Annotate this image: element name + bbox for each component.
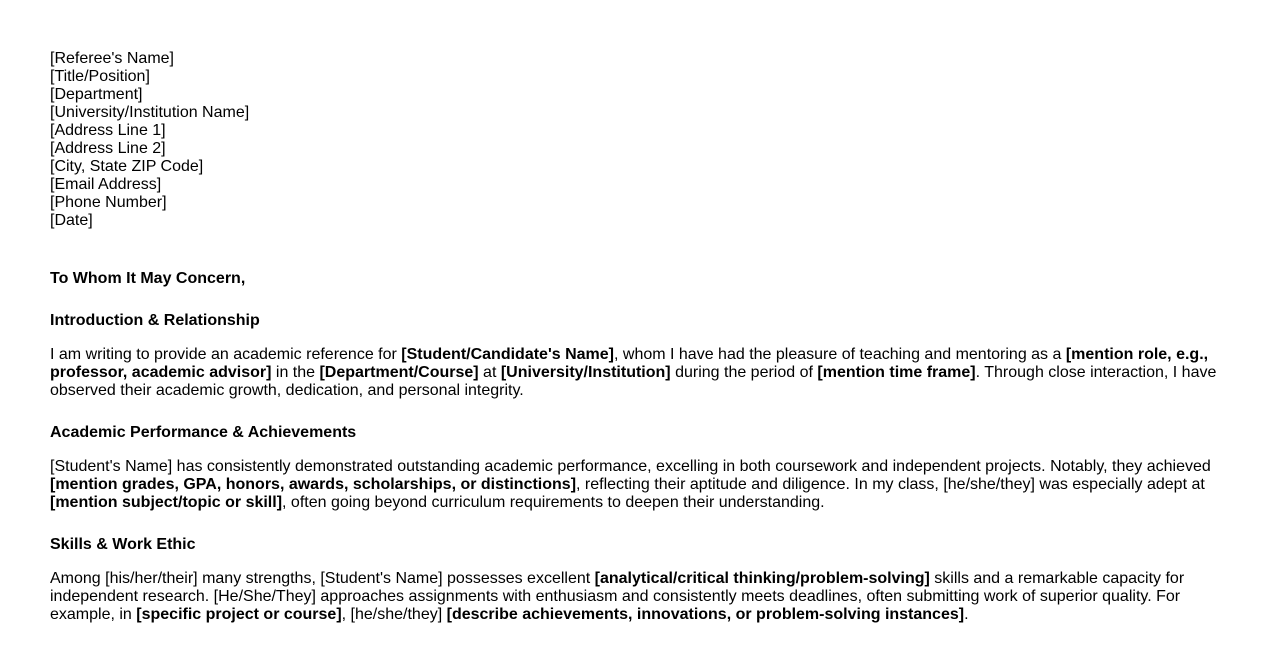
salutation: To Whom It May Concern, [50,270,246,287]
section-paragraph [50,458,1228,512]
placeholder-bold-text: [analytical/critical thinking/problem-solving] [594,570,930,587]
referee-name-line: [Referee's Name] [50,50,174,67]
paragraph-text: I am writing to provide an academic reference for [50,346,402,363]
paragraph-text: . [964,606,969,623]
section-heading: Academic Performance & Achievements [50,424,357,441]
city-state-zip-line: [City, State ZIP Code] [50,158,204,175]
section-skills-work-ethic [50,536,1228,624]
paragraph-text: , often going beyond curriculum requirements to deepen their understanding. [282,494,825,511]
paragraph-text: , whom I have had the pleasure of teaching and mentoring as a [614,346,1066,363]
section-paragraph [50,570,1228,624]
section-paragraph [50,346,1228,400]
paragraph-text: . Through close interaction, I have observed their academic growth, dedication, and personal integrity. [50,364,1217,399]
address-line-1: [Address Line 1] [50,122,166,139]
section-academic-performance [50,424,1228,512]
placeholder-bold-text: [mention time frame] [817,364,976,381]
email-line: [Email Address] [50,176,162,193]
placeholder-bold-text: [mention grades, GPA, honors, awards, scholarships, or distinctions] [50,476,577,493]
institution-line: [University/Institution Name] [50,104,250,121]
title-line: [Title/Position] [50,68,150,85]
placeholder-bold-text: [describe achievements, innovations, or problem-solving instances] [446,606,965,623]
paragraph-text: skills and a remarkable capacity for independent research. [He/She/They] approaches assignments with enthusiasm and consistently meets deadlines, often submitting work of superior quality. For example, in [50,570,1185,623]
paragraph-text: at [478,364,501,381]
placeholder-bold-text: [mention role, e.g., professor, academic advisor] [50,346,1209,381]
date-line: [Date] [50,212,93,229]
paragraph-text: during the period of [670,364,818,381]
paragraph-text: , [he/she/they] [341,606,447,623]
placeholder-bold-text: [mention subject/topic or skill] [50,494,283,511]
section-heading: Skills & Work Ethic [50,536,196,553]
sender-address-block [50,50,1228,230]
section-introduction [50,312,1228,400]
phone-line: [Phone Number] [50,194,167,211]
placeholder-bold-text: [University/Institution] [500,364,671,381]
paragraph-text: Among [his/her/their] many strengths, [Student's Name] possesses excellent [50,570,595,587]
placeholder-bold-text: [specific project or course] [136,606,342,623]
department-line: [Department] [50,86,143,103]
paragraph-text: , reflecting their aptitude and diligence. In my class, [he/she/they] was especially adept at [576,476,1205,493]
paragraph-text: in the [271,364,320,381]
placeholder-bold-text: [Department/Course] [319,364,479,381]
address-line-2: [Address Line 2] [50,140,166,157]
placeholder-bold-text: [Student/Candidate's Name] [401,346,614,363]
paragraph-text: [Student's Name] has consistently demonstrated outstanding academic performance, excelling in both coursework and independent projects. Notably, they achieved [50,458,1211,475]
section-heading: Introduction & Relationship [50,312,260,329]
